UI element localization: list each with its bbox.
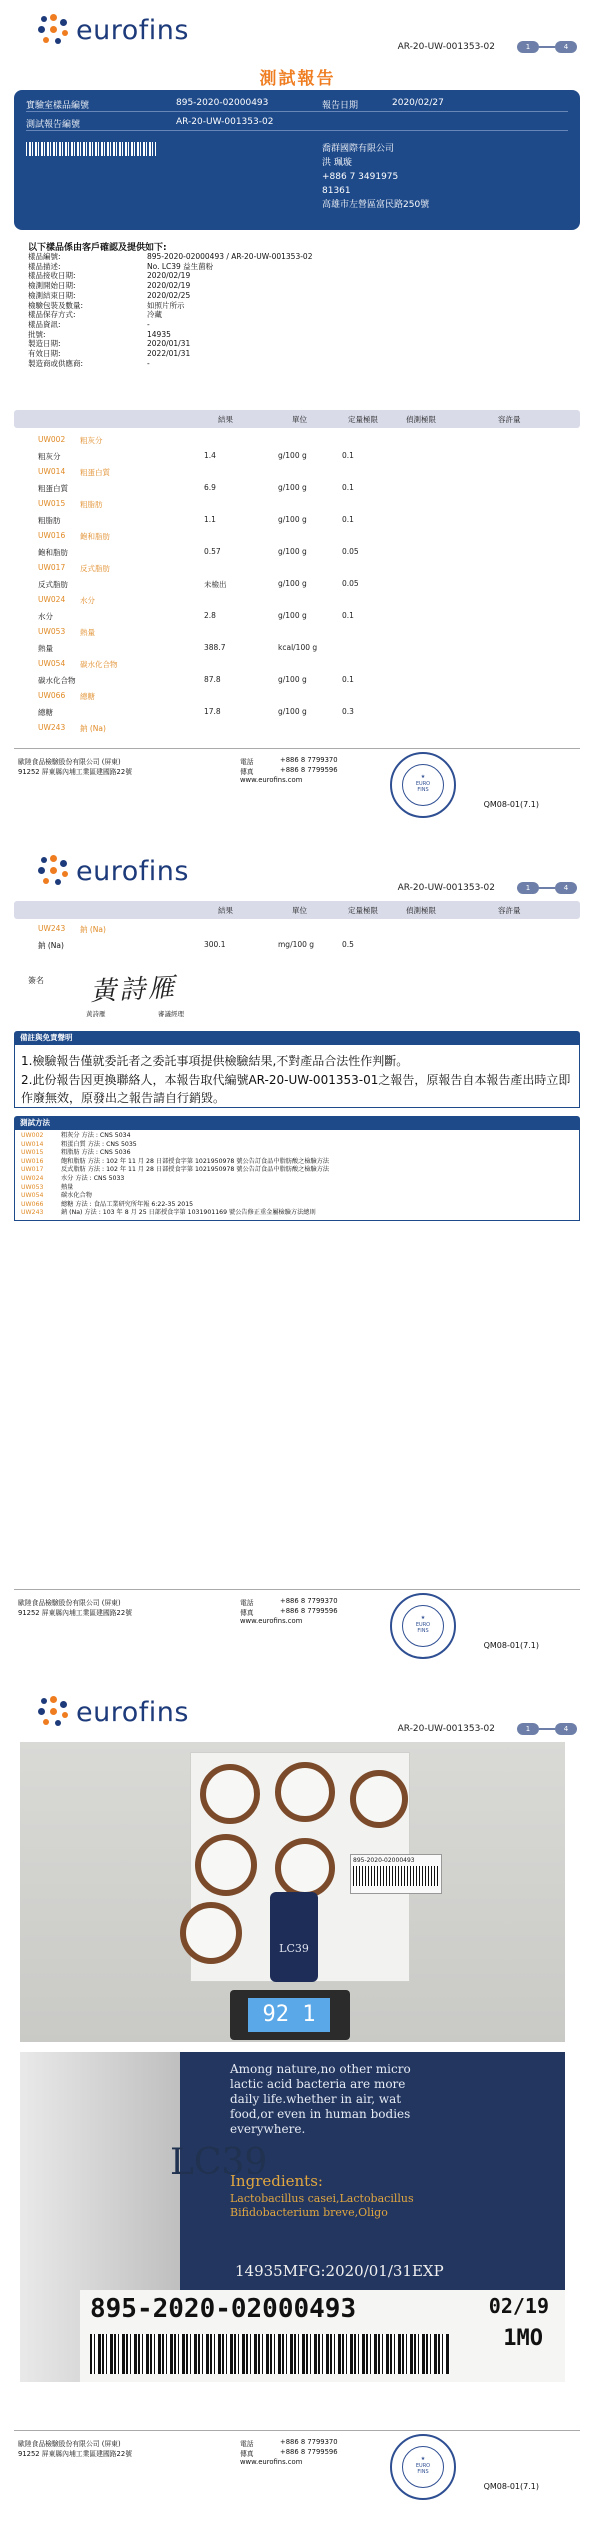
result-name: 總糖 bbox=[38, 708, 53, 717]
result-unit: g/100 g bbox=[278, 483, 307, 492]
sample-info-value: 2020/01/31 bbox=[147, 339, 191, 349]
tag-date: 02/19 bbox=[488, 2294, 549, 2318]
report-number: AR-20-UW-001353-02 bbox=[397, 42, 495, 52]
result-code: UW015 bbox=[38, 499, 66, 508]
result-code-row bbox=[14, 688, 580, 704]
result-code-name: 水分 bbox=[80, 596, 95, 605]
result-loq: 0.1 bbox=[342, 675, 354, 684]
result-name: 水分 bbox=[38, 612, 53, 621]
result-code-row bbox=[14, 624, 580, 640]
result-code-name: 鈉 (Na) bbox=[80, 925, 106, 934]
result-unit: g/100 g bbox=[278, 675, 307, 684]
disclaimer-line-2: 2.此份報告因更換聯絡人，本報告取代編號AR-20-UW-001353-01之報告，原報告自本報告產出時立即作廢無效，原發出之報告請自行銷毀。 bbox=[21, 1073, 571, 1105]
result-code-row bbox=[14, 592, 580, 608]
sample-no: 895-2020-02000493 bbox=[176, 98, 269, 108]
sample-info-row bbox=[28, 252, 312, 262]
sample-info-value: 2022/01/31 bbox=[147, 349, 191, 359]
result-code-row bbox=[14, 528, 580, 544]
result-row bbox=[14, 576, 580, 592]
col-tolerance: 偵測極限 bbox=[406, 415, 436, 424]
report-no-value: AR-20-UW-001353-02 bbox=[176, 117, 274, 127]
report-date-label: 報告日期 bbox=[322, 101, 359, 111]
sample-info-value: No. LC39 益生菌粉 bbox=[147, 261, 214, 271]
brand-name: eurofins bbox=[76, 855, 189, 887]
method-text: 熱量 bbox=[61, 1183, 74, 1191]
report-page-1 bbox=[0, 0, 595, 841]
method-row bbox=[21, 1166, 573, 1175]
sample-info-key: 檢測結束日期: bbox=[28, 290, 76, 300]
sample-info-key: 檢測開始日期: bbox=[28, 281, 76, 291]
result-code: UW017 bbox=[38, 563, 66, 572]
result-code-row bbox=[14, 720, 580, 736]
report-page-2: eurofins AR-20-UW-001353-02 1 4 結果 單位 定量極限 偵測極限 容許量 UW243 鈉 (Na) 鈉 (Na) 300.1 mg/100 g 0.5 簽名 黃詩雁 黃詩雁 審議經理 備註與免責聲明 1.檢驗報告僅就委託者之委託事項提供檢驗結果,不對產品合法性作判斷。 2.此份報告因更換聯絡人，本報告取代編號AR-20-UW-001353-01之報告，原報告自本報告產出時立即作廢無效，原發出之報告請自行銷毀。 測試方法 UW002 粗灰分 方法 : CNS 5034 UW014 粗蛋白質 方法 : CNS 5035 UW015 粗脂肪 方法 : CNS 5036 UW016 飽和脂肪 方法 : 102 年 11 月 28 日部授食字第 1021950978 號公告訂食品中脂肪酸之檢驗方法 UW017 反式脂肪 方法 : 102 年 11 月 28 日部授食字第 1021950978 號公告訂食品中脂肪酸之檢驗方法 UW024 水分 方法 : CNS 5033 UW053 熱量 UW054 碳水化合物 UW066 總糖 方法 : 食品工業研究所年報 6:22-35 2015 UW243 鈉 (Na) 方法 : 103 年 8 月 25 日部授食字第 1031901169 號公告修正重金屬檢驗方法總則 歐陸食品檢驗股份有限公司 (屏東) 91252 屏東縣內埔工業區建國路22號 電話 +886 8 7799370 傳真 +886 8 7799596 www.eurofins.com ★ EURO FINS QM08-01(7.1) bbox=[0, 841, 595, 1682]
result-row bbox=[14, 512, 580, 528]
sample-info-row bbox=[28, 271, 312, 281]
scale-display: 92 1 bbox=[248, 1998, 330, 2032]
result-code-name: 飽和脂肪 bbox=[80, 532, 110, 541]
company-seal-icon: ★ EURO FINS bbox=[390, 1593, 456, 1659]
result-loq: 0.5 bbox=[342, 940, 354, 949]
result-name: 粗蛋白質 bbox=[38, 484, 68, 493]
sample-info-row bbox=[28, 339, 312, 349]
sample-info-key: 樣品接收日期: bbox=[28, 271, 76, 281]
sample-info-row bbox=[28, 349, 312, 359]
sample-info-row bbox=[28, 262, 312, 272]
report-no-label: 測試報告編號 bbox=[26, 120, 81, 130]
logo-dots-icon bbox=[38, 14, 70, 46]
result-code-name: 反式脂肪 bbox=[80, 564, 110, 573]
method-row bbox=[21, 1175, 573, 1184]
method-code: UW066 bbox=[21, 1200, 44, 1208]
sample-info-row bbox=[28, 310, 312, 320]
footer-fax-label: 傳真 bbox=[240, 768, 254, 776]
methods-list bbox=[14, 1129, 580, 1221]
method-row bbox=[21, 1192, 573, 1201]
result-unit: mg/100 g bbox=[278, 940, 315, 949]
footer-tel: +886 8 7799370 bbox=[280, 756, 338, 764]
method-code: UW017 bbox=[21, 1166, 44, 1174]
method-text: 碳水化合物 bbox=[61, 1192, 92, 1200]
sample-info-list bbox=[28, 252, 312, 368]
label-ingredients-heading: Ingredients: bbox=[230, 2172, 323, 2190]
method-code: UW016 bbox=[21, 1157, 44, 1165]
col-allowance: 容許量 bbox=[498, 415, 521, 424]
result-code-row bbox=[14, 560, 580, 576]
eurofins-logo bbox=[38, 855, 189, 887]
result-row bbox=[14, 448, 580, 464]
result-value: 300.1 bbox=[204, 940, 226, 949]
sample-info-row bbox=[28, 291, 312, 301]
company-seal-icon: ★ EURO FINS bbox=[390, 752, 456, 818]
method-code: UW054 bbox=[21, 1192, 44, 1200]
eurofins-logo bbox=[38, 14, 189, 46]
result-loq: 0.05 bbox=[342, 547, 359, 556]
result-value: 2.8 bbox=[204, 611, 216, 620]
report-number: AR-20-UW-001353-02 bbox=[397, 883, 495, 893]
sample-info-value: 895-2020-02000493 / AR-20-UW-001353-02 bbox=[147, 252, 313, 261]
method-code: UW053 bbox=[21, 1183, 44, 1191]
result-code: UW053 bbox=[38, 627, 66, 636]
doc-code: QM08-01(7.1) bbox=[483, 800, 539, 809]
label-lot: 14935MFG:2020/01/31EXP bbox=[235, 2262, 444, 2280]
logo-dots-icon bbox=[38, 1696, 70, 1728]
tag-barcode bbox=[90, 2334, 450, 2374]
method-row bbox=[21, 1141, 573, 1150]
barcode bbox=[26, 142, 156, 156]
client-name: 喬群國際有限公司 bbox=[322, 144, 395, 154]
sample-info-value: 2020/02/19 bbox=[147, 281, 191, 291]
methods-heading: 測試方法 bbox=[14, 1116, 580, 1129]
result-value: 0.57 bbox=[204, 547, 221, 556]
result-name: 粗灰分 bbox=[38, 452, 61, 461]
report-number: AR-20-UW-001353-02 bbox=[397, 1724, 495, 1734]
label-product-name: LC39 bbox=[170, 2142, 268, 2183]
col-unit: 單位 bbox=[292, 415, 307, 424]
method-text: 水分 方法 : CNS 5033 bbox=[61, 1174, 125, 1182]
result-name: 鈉 (Na) bbox=[38, 941, 64, 950]
result-unit: g/100 g bbox=[278, 547, 307, 556]
method-row bbox=[21, 1132, 573, 1141]
sample-info-key: 樣品描述: bbox=[28, 261, 61, 271]
footer-fax: +886 8 7799596 bbox=[280, 766, 338, 774]
sample-info-value: - bbox=[147, 319, 150, 329]
client-address: 高雄市左營區富民路250號 bbox=[322, 200, 430, 210]
result-code-row bbox=[14, 464, 580, 480]
page-indicator: 1 4 bbox=[517, 1723, 577, 1735]
result-unit: g/100 g bbox=[278, 579, 307, 588]
page-current: 1 bbox=[517, 41, 539, 53]
result-unit: g/100 g bbox=[278, 451, 307, 460]
eurofins-logo bbox=[38, 1696, 189, 1728]
method-code: UW014 bbox=[21, 1140, 44, 1148]
result-row bbox=[14, 544, 580, 560]
result-code: UW066 bbox=[38, 691, 66, 700]
sample-tag-small: 895-2020-02000493 bbox=[350, 1854, 442, 1894]
sample-info-value: 如照片所示 bbox=[147, 300, 185, 310]
footer-tel-label: 電話 bbox=[240, 758, 254, 766]
result-row bbox=[14, 937, 580, 953]
result-row bbox=[14, 672, 580, 688]
result-row bbox=[14, 640, 580, 656]
footer-divider bbox=[14, 1589, 580, 1590]
disclaimer-line-1: 1.檢驗報告僅就委託者之委託事項提供檢驗結果,不對產品合法性作判斷。 bbox=[21, 1054, 409, 1068]
result-row bbox=[14, 480, 580, 496]
method-text: 總糖 方法 : 食品工業研究所年報 6:22-35 2015 bbox=[61, 1200, 194, 1208]
result-value: 1.4 bbox=[204, 451, 216, 460]
result-loq: 0.1 bbox=[342, 611, 354, 620]
sample-info-row bbox=[28, 330, 312, 340]
sample-info-row bbox=[28, 301, 312, 311]
result-code: UW054 bbox=[38, 659, 66, 668]
report-page-3: eurofins AR-20-UW-001353-02 1 4 LC39 895-2020-02000493 92 1 LC39 Among nature,no other micro lactic acid bacteria are more daily life.whether in air, wat food,or even in human bodies everywhere. Ingredients: Lactobacillus casei,Lactobacillus Bifidobacterium breve,Oligo 14935MFG:2020/01/31EXP 895-2020-02000493 02/19 1MO 歐陸食品檢驗股份有限公司 (屏東) 91252 屏東縣內埔工業區建國路22號 電話 +886 8 7799370 傳真 +886 8 7799596 www.eurofins.com ★ EURO FINS QM08-01(7.1) bbox=[0, 1682, 595, 2523]
product-bottle-label: LC39 bbox=[270, 1892, 318, 1982]
sample-info-key: 樣品保存方式: bbox=[28, 310, 76, 320]
footer-address: 91252 屏東縣內埔工業區建國路22號 bbox=[18, 768, 132, 776]
method-text: 鈉 (Na) 方法 : 103 年 8 月 25 日部授食字第 1031901169 號公告修正重金屬檢驗方法總則 bbox=[61, 1209, 316, 1217]
result-code-row bbox=[14, 656, 580, 672]
result-code: UW243 bbox=[38, 924, 66, 933]
sample-photo-bottles bbox=[20, 1742, 565, 2042]
brand-name: eurofins bbox=[76, 1696, 189, 1728]
result-loq: 0.1 bbox=[342, 451, 354, 460]
signature-label: 簽名 bbox=[28, 976, 44, 985]
results-table-header: 結果 單位 定量極限 偵測極限 容許量 bbox=[14, 901, 580, 919]
sample-info-key: 批號: bbox=[28, 329, 46, 339]
sample-info-key: 製造日期: bbox=[28, 339, 61, 349]
result-unit: g/100 g bbox=[278, 707, 307, 716]
sample-info-value: 2020/02/19 bbox=[147, 271, 191, 281]
col-loq: 定量極限 bbox=[348, 415, 378, 424]
sample-info-value: - bbox=[147, 358, 150, 368]
sample-photo-label bbox=[20, 2052, 565, 2382]
result-row bbox=[14, 608, 580, 624]
result-unit: kcal/100 g bbox=[278, 643, 318, 652]
result-value: 388.7 bbox=[204, 643, 226, 652]
result-code-name: 粗蛋白質 bbox=[80, 468, 110, 477]
sample-info-key: 檢驗包裝及數量: bbox=[28, 300, 84, 310]
result-code-name: 鈉 (Na) bbox=[80, 724, 106, 733]
method-row bbox=[21, 1209, 573, 1218]
method-text: 反式脂肪 方法 : 102 年 11 月 28 日部授食字第 1021950978 號公告訂食品中脂肪酸之檢驗方法 bbox=[61, 1166, 330, 1174]
result-code-row bbox=[14, 496, 580, 512]
method-text: 粗蛋白質 方法 : CNS 5035 bbox=[61, 1140, 137, 1148]
result-code: UW016 bbox=[38, 531, 66, 540]
results-table-header bbox=[14, 410, 580, 428]
result-value: 6.9 bbox=[204, 483, 216, 492]
result-code-name: 碳水化合物 bbox=[80, 660, 118, 669]
result-code-name: 粗脂肪 bbox=[80, 500, 103, 509]
sample-info-key: 製造商或供應商: bbox=[28, 358, 84, 368]
result-code: UW024 bbox=[38, 595, 66, 604]
footer-divider bbox=[14, 2430, 580, 2431]
client-zip: 81361 bbox=[322, 186, 351, 196]
sample-info-row bbox=[28, 281, 312, 291]
sample-info-value: 冷藏 bbox=[147, 310, 162, 320]
page-title: 測試報告 bbox=[259, 69, 336, 89]
page-total: 4 bbox=[555, 41, 577, 53]
result-code-name: 熱量 bbox=[80, 628, 95, 637]
result-unit: g/100 g bbox=[278, 611, 307, 620]
result-row bbox=[14, 704, 580, 720]
result-unit: g/100 g bbox=[278, 515, 307, 524]
label-description: Among nature,no other micro lactic acid bacteria are more daily life.whether in air, wat food,or even in human bodies everywhere. bbox=[230, 2062, 411, 2136]
method-code: UW002 bbox=[21, 1132, 44, 1139]
sample-info-key: 樣品資訊: bbox=[28, 319, 61, 329]
result-value: 17.8 bbox=[204, 707, 221, 716]
client-contact: 洪 珮璇 bbox=[322, 158, 352, 168]
client-phone: +886 7 3491975 bbox=[322, 172, 399, 182]
tag-sample-id: 895-2020-02000493 bbox=[90, 2294, 357, 2324]
sample-no-label: 實驗室樣品編號 bbox=[26, 101, 90, 111]
method-code: UW015 bbox=[21, 1149, 44, 1157]
result-code-name: 粗灰分 bbox=[80, 436, 103, 445]
col-result: 結果 bbox=[218, 415, 233, 424]
results-list bbox=[14, 432, 580, 736]
sample-info-row bbox=[28, 320, 312, 330]
method-row bbox=[21, 1149, 573, 1158]
result-value: 87.8 bbox=[204, 675, 221, 684]
signer-name: 黃詩雁 bbox=[86, 1010, 106, 1018]
method-code: UW243 bbox=[21, 1209, 44, 1217]
disclaimer-heading: 備註與免責聲明 bbox=[14, 1031, 580, 1044]
result-value: 未檢出 bbox=[204, 580, 227, 589]
method-row bbox=[21, 1184, 573, 1193]
results-list bbox=[14, 921, 580, 953]
signer-title: 審議經理 bbox=[158, 1010, 184, 1018]
sample-info-key: 有效日期: bbox=[28, 349, 61, 359]
label-ingredients: Lactobacillus casei,Lactobacillus Bifidobacterium breve,Oligo bbox=[230, 2192, 414, 2219]
result-code-row bbox=[14, 921, 580, 937]
sample-info-heading: 以下樣品係由客戶確認及提供如下: bbox=[28, 243, 167, 253]
footer-company: 歐陸食品檢驗股份有限公司 (屏東) bbox=[18, 758, 121, 766]
company-seal-icon: ★ EURO FINS bbox=[390, 2434, 456, 2500]
footer-divider bbox=[14, 748, 580, 749]
report-header-box bbox=[14, 90, 580, 230]
result-code-name: 總糖 bbox=[80, 692, 95, 701]
result-code: UW014 bbox=[38, 467, 66, 476]
method-code: UW024 bbox=[21, 1174, 44, 1182]
result-loq: 0.3 bbox=[342, 707, 354, 716]
sample-tag-large bbox=[80, 2290, 565, 2382]
result-loq: 0.05 bbox=[342, 579, 359, 588]
sample-info-value: 2020/02/25 bbox=[147, 290, 191, 300]
logo-dots-icon bbox=[38, 855, 70, 887]
method-text: 粗灰分 方法 : CNS 5034 bbox=[61, 1132, 131, 1139]
result-name: 熱量 bbox=[38, 644, 53, 653]
method-text: 粗脂肪 方法 : CNS 5036 bbox=[61, 1149, 131, 1157]
result-code: UW002 bbox=[38, 435, 66, 444]
result-name: 碳水化合物 bbox=[38, 676, 76, 685]
sample-info-value: 14935 bbox=[147, 329, 171, 339]
result-name: 飽和脂肪 bbox=[38, 548, 68, 557]
handwritten-signature: 黃詩雁 bbox=[89, 972, 178, 1008]
report-date: 2020/02/27 bbox=[392, 98, 444, 108]
page-indicator: 1 4 bbox=[517, 882, 577, 894]
client-block bbox=[322, 142, 429, 212]
method-text: 飽和脂肪 方法 : 102 年 11 月 28 日部授食字第 1021950978 號公告訂食品中脂肪酸之檢驗方法 bbox=[61, 1157, 330, 1165]
result-name: 反式脂肪 bbox=[38, 580, 68, 589]
result-code-row bbox=[14, 432, 580, 448]
brand-name: eurofins bbox=[76, 14, 189, 46]
tag-code: 1MO bbox=[503, 2326, 543, 2351]
sample-info-row bbox=[28, 359, 312, 369]
result-loq: 0.1 bbox=[342, 483, 354, 492]
result-loq: 0.1 bbox=[342, 515, 354, 524]
result-name: 粗脂肪 bbox=[38, 516, 61, 525]
page-indicator bbox=[517, 41, 577, 53]
disclaimer-body bbox=[14, 1044, 580, 1108]
footer-web: www.eurofins.com bbox=[240, 776, 303, 784]
result-code: UW243 bbox=[38, 723, 66, 732]
sample-info-key: 樣品編號: bbox=[28, 252, 61, 261]
result-value: 1.1 bbox=[204, 515, 216, 524]
